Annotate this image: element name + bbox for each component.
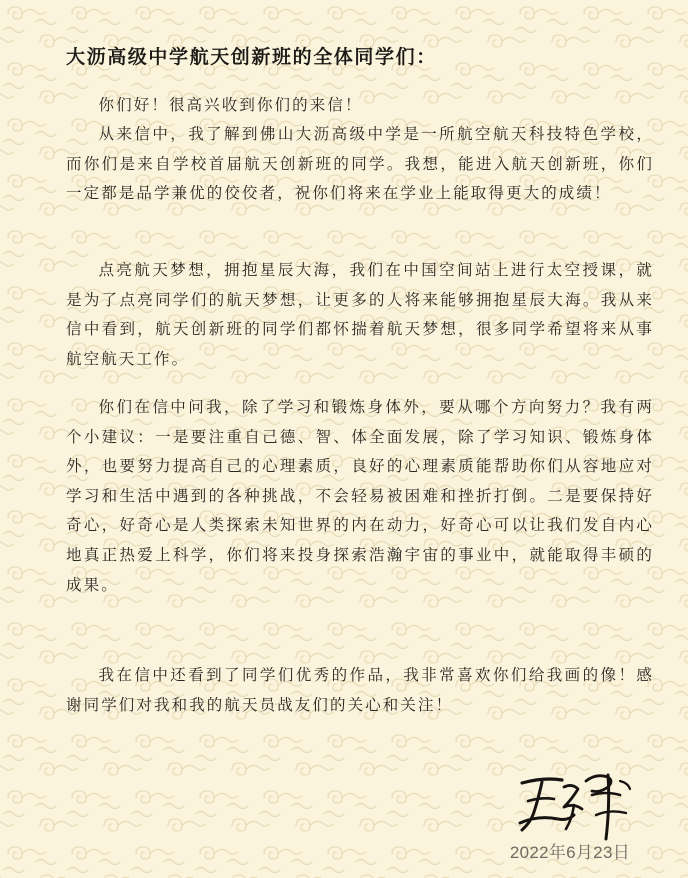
letter-salutation: 大沥高级中学航天创新班的全体同学们：: [66, 46, 437, 68]
letter-date: 2022年6月23日: [509, 843, 630, 862]
letter-paragraph-dream: 点亮航天梦想，拥抱星辰大海，我们在中国空间站上进行太空授课，就是为了点亮同学们的航天梦想，让更多的人将来能够拥抱星辰大海。我从来信中看到，航天创新班的同学们都怀揣着航天梦想，很多同学希望将来从事航空航天工作。: [66, 261, 654, 368]
letter-paragraph-school: 从来信中，我了解到佛山大沥高级中学是一所航空航天科技特色学校，而你们是来自学校首届航天创新班的同学。我想，能进入航天创新班，你们一定都是品学兼优的佼佼者，祝你们将来在学业上能取得更大的成绩！: [66, 125, 654, 203]
letter-paragraph-thanks: 我在信中还看到了同学们优秀的作品，我非常喜欢你们给我画的像！感谢同学们对我和我的航天员战友们的关心和关注！: [66, 666, 654, 714]
letter-paragraph-advice: 你们在信中问我，除了学习和锻炼身体外，要从哪个方向努力？我有两个小建议：一是要注重自己德、智、体全面发展，除了学习知识、锻炼身体外，也要努力提高自己的心理素质，良好的心理素质能帮助你们从容地应对学习和生活中遇到的各种挑战，不会轻易被困难和挫折打倒。二是要保持好奇心，好奇心是人类探索未知世界的内在动力，好奇心可以让我们发自内心地真正热爱上科学，你们将来投身探索浩瀚宇宙的事业中，就能取得丰硕的成果。: [66, 398, 654, 594]
handwritten-signature: [512, 765, 642, 847]
letter-paragraph-greeting: 你们好！很高兴收到你们的来信！: [98, 96, 363, 114]
